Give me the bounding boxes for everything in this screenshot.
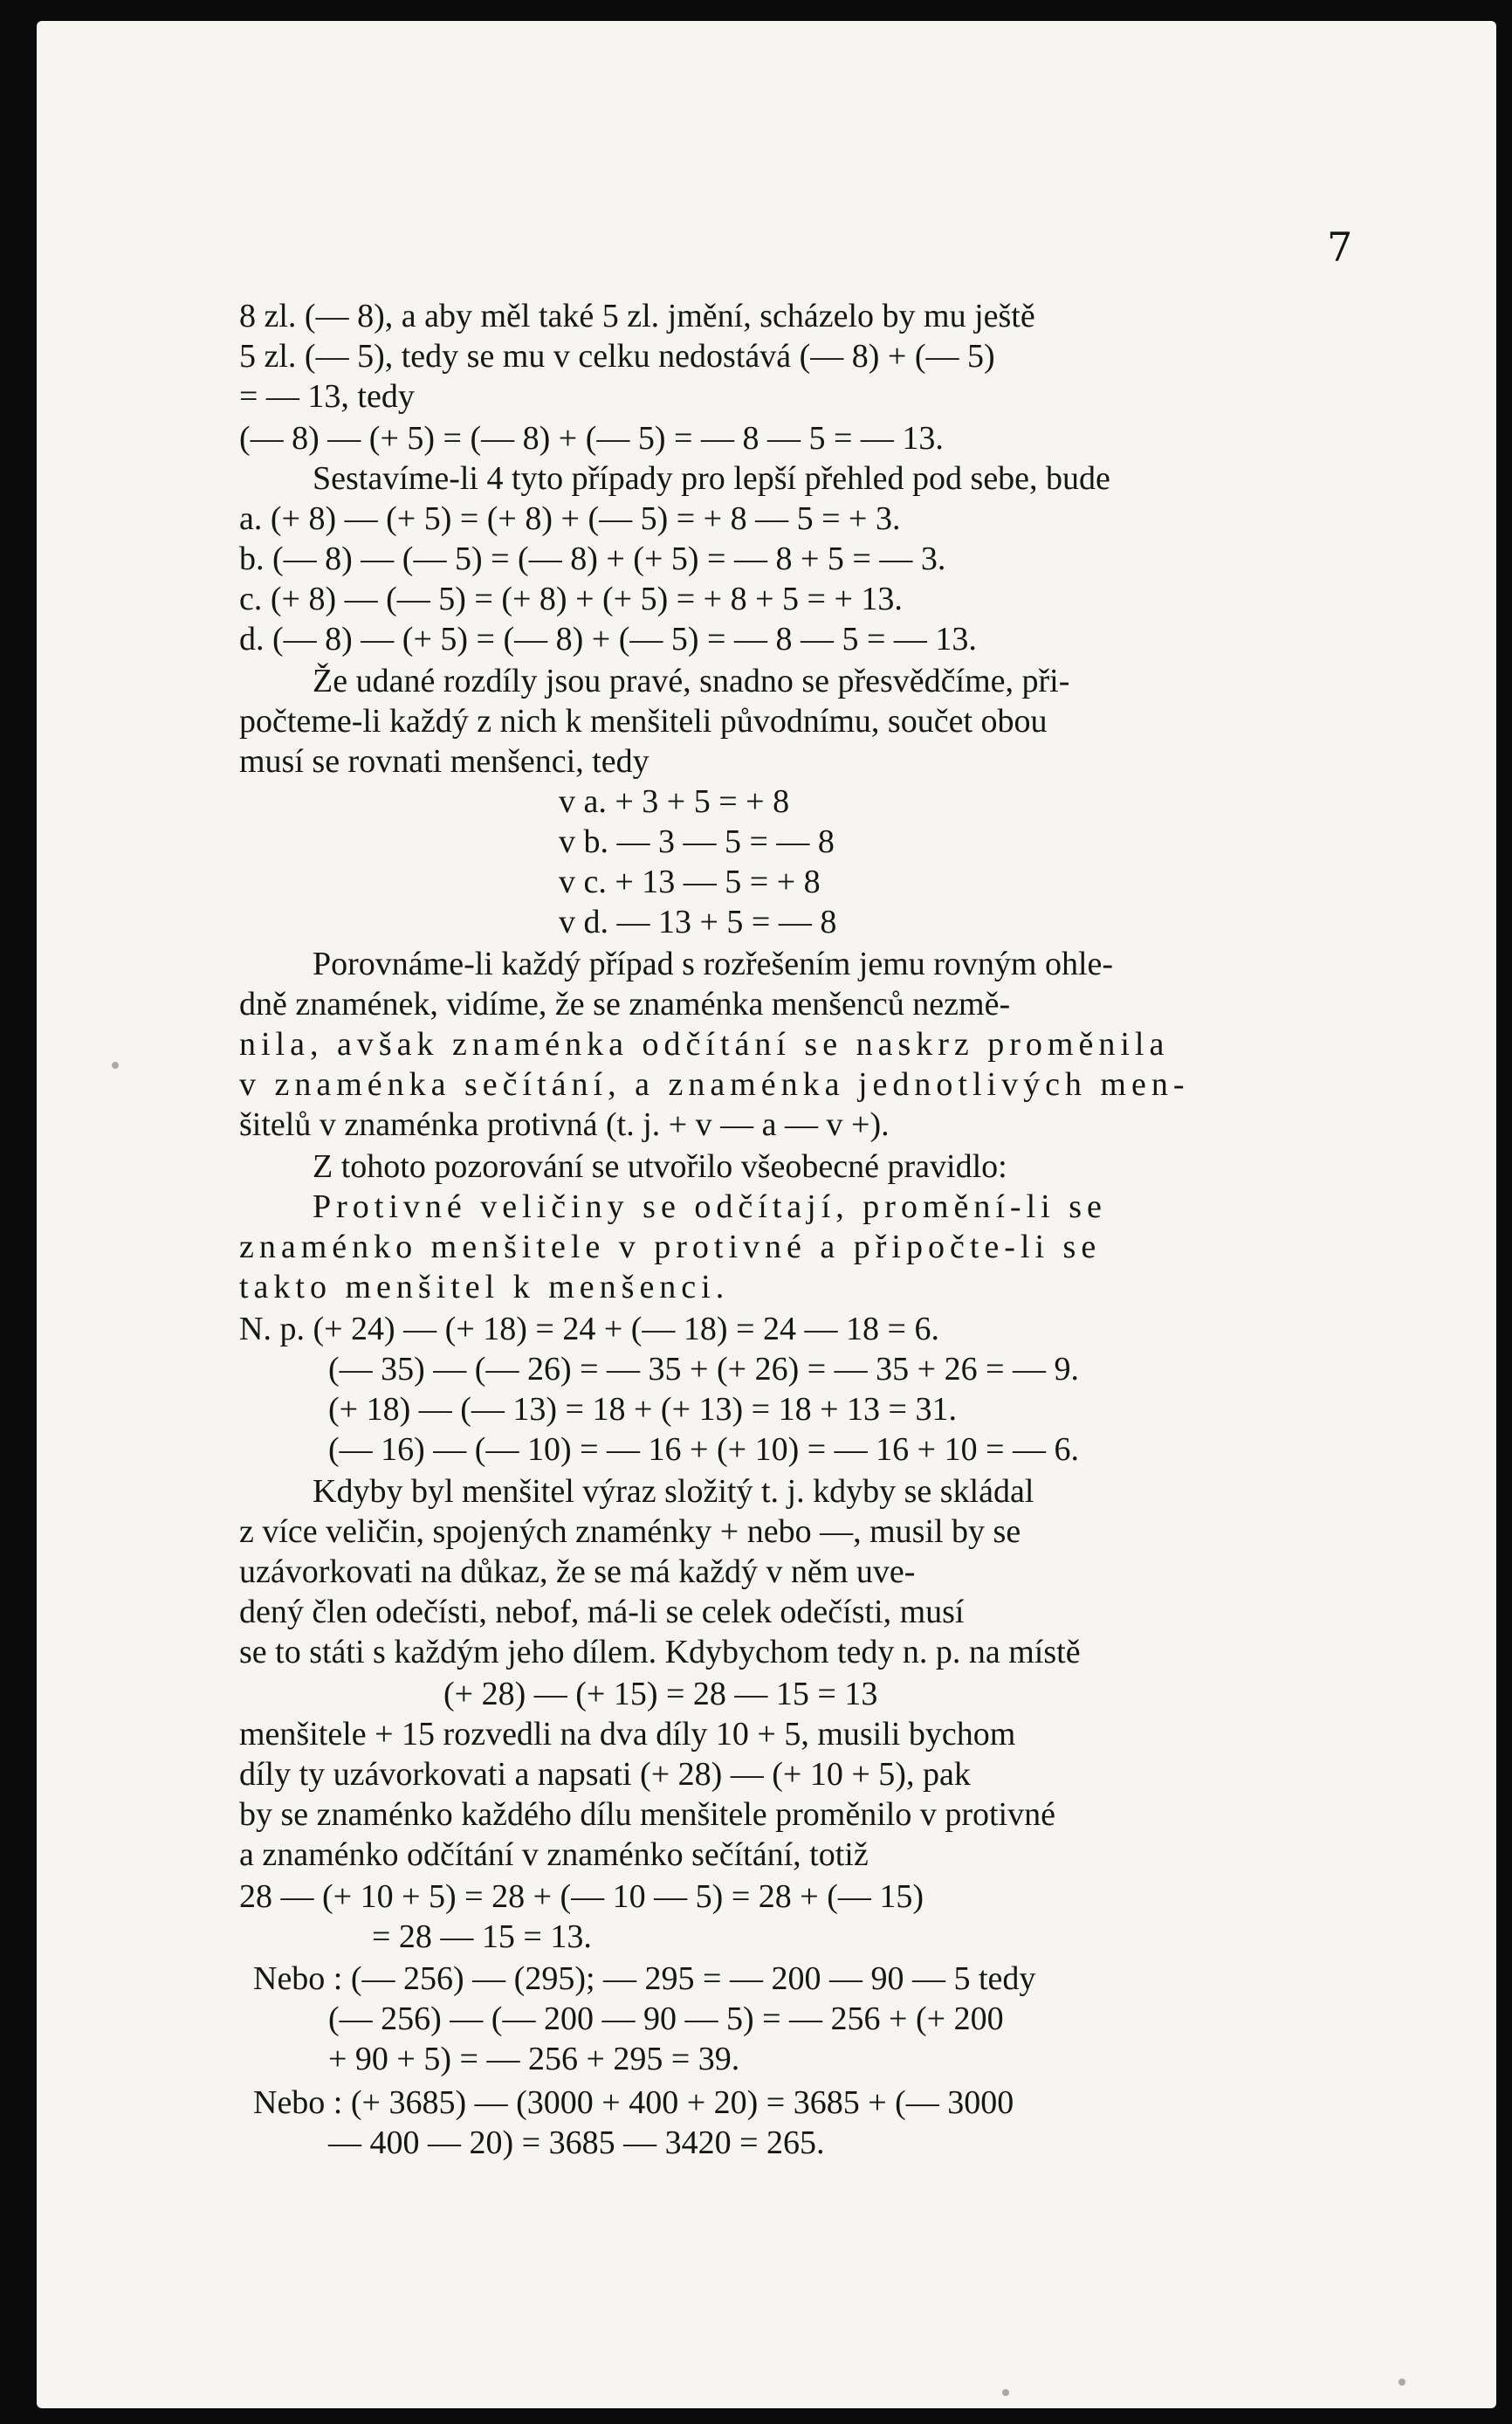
rule-line-2: znaménko menšitele v protivné a připočte-li se [239, 1229, 1102, 1265]
text-line-32: uzávorkovati na důkaz, že se má každý v něm uve- [239, 1553, 916, 1590]
text-line-30: Kdyby byl menšitel výraz složitý t. j. kdyby se skládal [313, 1473, 1034, 1510]
page-number: 7 [1327, 224, 1353, 271]
book-page [37, 21, 1496, 2408]
text-line-1: 8 zl. (— 8), a aby měl také 5 zl. jmění, scházelo by mu ještě [239, 298, 1035, 334]
text-line-12: musí se rovnati menšenci, tedy [239, 743, 649, 780]
text-line-22: Z tohoto pozorování se utvořilo všeobecné pravidlo: [313, 1148, 1007, 1185]
example-2: (— 35) — (— 26) = — 35 + (+ 26) = — 35 + 26 = — 9. [328, 1351, 1080, 1388]
equation-b: b. (— 8) — (— 5) = (— 8) + (+ 5) = — 8 + 5 = — 3. [239, 541, 946, 577]
check-a: v a. + 3 + 5 = + 8 [559, 783, 790, 820]
nebo-line-1: Nebo : (— 256) — (295); — 295 = — 200 — 90 — 5 tedy [253, 1960, 1036, 1997]
nebo-line-4: Nebo : (+ 3685) — (3000 + 400 + 20) = 3685 + (— 3000 [253, 2084, 1014, 2121]
rule-line-3: takto menšitel k menšenci. [239, 1269, 730, 1305]
nebo-line-2: (— 256) — (— 200 — 90 — 5) = — 256 + (+ 200 [328, 2000, 1004, 2037]
text-line-4: (— 8) — (+ 5) = (— 8) + (— 5) = — 8 — 5 = — 13. [239, 420, 944, 457]
paper-speck [1002, 2389, 1009, 2396]
equation-c: c. (+ 8) — (— 5) = (+ 8) + (+ 5) = + 8 + 5 = + 13. [239, 581, 903, 617]
text-line-19: nila, avšak znaménka odčítání se naskrz proměnila [239, 1026, 1170, 1063]
text-line-2: 5 zl. (— 5), tedy se mu v celku nedostává (— 8) + (— 5) [239, 338, 995, 375]
text-line-20: v znaménka sečítání, a znaménka jednotlivých men- [239, 1066, 1190, 1103]
text-line-17: Porovnáme-li každý případ s rozřešením jemu rovným ohle- [313, 946, 1114, 982]
text-line-34: se to státi s každým jeho dílem. Kdybychom tedy n. p. na místě [239, 1634, 1081, 1670]
check-d: v d. — 13 + 5 = — 8 [559, 904, 837, 940]
example-1: N. p. (+ 24) — (+ 18) = 24 + (— 18) = 24 — 18 = 6. [239, 1311, 939, 1347]
paper-speck [112, 1062, 119, 1069]
text-line-11: počteme-li každý z nich k menšiteli původnímu, součet obou [239, 703, 1048, 740]
example-4: (— 16) — (— 10) = — 16 + (+ 10) = — 16 + 10 = — 6. [328, 1431, 1080, 1468]
equation-a: a. (+ 8) — (+ 5) = (+ 8) + (— 5) = + 8 — 5 = + 3. [239, 500, 901, 537]
text-line-10: Že udané rozdíly jsou pravé, snadno se přesvědčíme, při- [313, 663, 1070, 699]
nebo-line-5: — 400 — 20) = 3685 — 3420 = 265. [328, 2124, 825, 2161]
equation-split-2: = 28 — 15 = 13. [372, 1918, 592, 1955]
equation-d: d. (— 8) — (+ 5) = (— 8) + (— 5) = — 8 — 5 = — 13. [239, 621, 977, 658]
equation-centered: (+ 28) — (+ 15) = 28 — 15 = 13 [443, 1676, 878, 1712]
check-b: v b. — 3 — 5 = — 8 [559, 823, 835, 860]
text-line-37: díly ty uzávorkovati a napsati (+ 28) — (+ 10 + 5), pak [239, 1756, 971, 1793]
text-line-31: z více veličin, spojených znaménky + nebo —, musil by se [239, 1513, 1021, 1550]
text-line-38: by se znaménko každého dílu menšitele proměnilo v protivné [239, 1796, 1055, 1833]
text-line-5: Sestavíme-li 4 tyto případy pro lepší přehled pod sebe, bude [313, 460, 1110, 497]
nebo-line-3: + 90 + 5) = — 256 + 295 = 39. [328, 2041, 740, 2077]
text-line-18: dně znamének, vidíme, že se znaménka menšenců nezmě- [239, 986, 1011, 1023]
text-line-39: a znaménko odčítání v znaménko sečítání, totiž [239, 1836, 869, 1873]
rule-line-1: Protivné veličiny se odčítají, promění-li se [313, 1188, 1107, 1225]
paper-speck [1399, 2379, 1405, 2386]
text-line-21: šitelů v znaménka protivná (t. j. + v — a — v +). [239, 1106, 890, 1143]
text-line-36: menšitele + 15 rozvedli na dva díly 10 + 5, musili bychom [239, 1716, 1016, 1753]
text-line-3: = — 13, tedy [239, 378, 415, 415]
example-3: (+ 18) — (— 13) = 18 + (+ 13) = 18 + 13 = 31. [328, 1391, 957, 1428]
check-c: v c. + 13 — 5 = + 8 [559, 864, 821, 900]
text-line-33: dený člen odečísti, nebof, má-li se celek odečísti, musí [239, 1594, 965, 1630]
equation-split-1: 28 — (+ 10 + 5) = 28 + (— 10 — 5) = 28 + (— 15) [239, 1878, 924, 1915]
